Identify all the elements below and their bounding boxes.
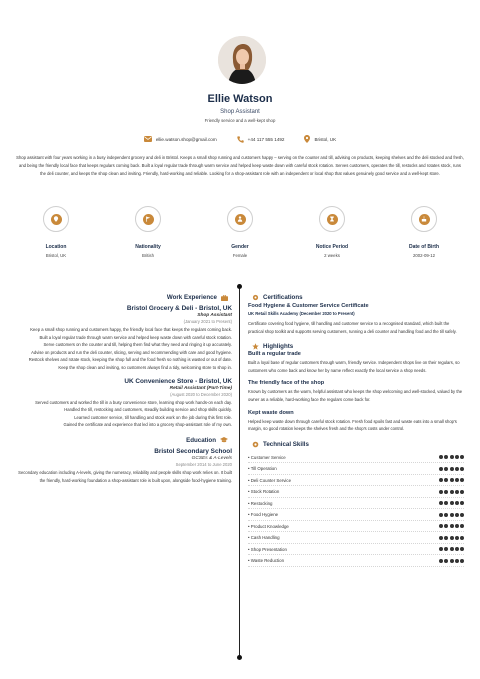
person-icon xyxy=(237,216,243,222)
candidate-name: Ellie Watson xyxy=(207,93,273,105)
rating-dot xyxy=(444,501,448,505)
rating-dot xyxy=(450,513,454,517)
rating-dot xyxy=(460,490,464,494)
section-certifications: Certifications xyxy=(248,294,464,301)
rating-dot xyxy=(439,478,443,482)
rating-dot xyxy=(460,467,464,471)
skill-rating xyxy=(438,490,464,494)
skill-name: • Till Operation xyxy=(248,466,277,471)
location-pin-icon xyxy=(53,216,59,222)
rating-dot xyxy=(460,559,464,563)
rating-dot xyxy=(439,501,443,505)
avatar-portrait xyxy=(218,36,266,84)
rating-dot xyxy=(450,547,454,551)
skill-name: • Deli Counter Service xyxy=(248,478,291,483)
skill-rating xyxy=(438,467,464,471)
contact-location xyxy=(304,135,336,143)
rating-dot xyxy=(455,467,459,471)
job-duties: Served customers and worked the till in a busy convenience store, learning shop work hands-on each day. Handled the till, restocking and customers, steadily building service and shop skills quickly. Learned customer service, till handling and stock work on the job during this first role. Gained the certificate and experience that led into a grocery shop-assistant role of my own. xyxy=(35,399,232,428)
skill-rating xyxy=(438,559,464,563)
skill-rating xyxy=(438,501,464,505)
skill-rating xyxy=(438,547,464,551)
contact-email-text: ellie.watson.shop@gmail.com xyxy=(155,136,217,142)
rating-dot xyxy=(460,501,464,505)
rating-dot xyxy=(444,524,448,528)
briefcase-icon xyxy=(221,295,228,301)
job-entry: UK Convenience Store - Bristol, UK Retail Assistant (Part-Time) (August 2020 to December 2020) Served customers and worked the till in a busy convenience store, learning shop work hands-on each day. Handled the till, restocking and customers, steadily building service and shop skills quickly. Learned customer service, till handling and stock work on the job during this first role. Gained the certificate and experience that led into a grocery shop-assistant role of my own. xyxy=(16,378,232,429)
rating-dot xyxy=(455,501,459,505)
highlight-item: The friendly face of the shop Known by customers as the warm, helpful assistant who keeps the shop welcoming and well-stocked, valued by the owner as a reliable, hard-working face the regulars come back for. xyxy=(248,380,463,402)
contact-phone-text: +44 117 555 1492 xyxy=(247,136,285,142)
skill-rating xyxy=(438,478,464,482)
rating-dot xyxy=(460,536,464,540)
skill-row xyxy=(248,486,464,498)
fact-location: Location Bristol, UK xyxy=(16,206,96,258)
section-technical-skills: Technical Skills xyxy=(248,441,464,448)
location-pin-icon xyxy=(304,135,310,143)
skills-list xyxy=(248,452,464,567)
rating-dot xyxy=(444,478,448,482)
rating-dot xyxy=(460,513,464,517)
rating-dot xyxy=(455,513,459,517)
cake-icon xyxy=(421,216,427,222)
section-education: Education xyxy=(16,437,232,444)
rating-dot xyxy=(444,547,448,551)
skill-name: • Customer Service xyxy=(248,455,286,460)
rating-dot xyxy=(450,467,454,471)
rating-dot xyxy=(450,524,454,528)
rating-dot xyxy=(455,547,459,551)
fact-notice-period: Notice Period 2 weeks xyxy=(292,206,372,258)
skill-row xyxy=(248,509,464,521)
contact-email[interactable] xyxy=(144,136,217,142)
skill-row xyxy=(248,475,464,487)
profile-summary: Shop assistant with four years working in a busy independent grocery and deli in Bristol. Keeps a small shop running and customers happy – serving on the counter and till, advising on products, keeping shelves and the deli stocked and fresh, and being the friendly local face that keeps regulars coming back. Built a loyal regular trade through warm service and helped keep waste down with careful stock rotation. Serves customers, operates the till, restocks and rotates stock, runs the deli counter, and keeps the shop clean and inviting. Friendly, hard-working and reliable. Looking for a shop-assistant role with an independent or local shop that values genuinely good service and a well-kept store. xyxy=(16,155,464,176)
section-highlights: Highlights xyxy=(248,343,464,350)
job-entry: Bristol Grocery & Deli - Bristol, UK Shop Assistant (January 2021 to Present) Keep a small shop running and customers happy, the friendly local face that keeps the regulars coming back. Built a loyal regular trade through warm service and helped keep waste down with careful stock rotation. Serve customers on the counter and till, helping them find what they need and ringing it up accurately. Advise on products and run the deli counter, slicing, serving and recommending with care and good hygiene. Restock shelves and rotate stock, keeping the shop full and the food fresh so nothing is wasted or out of date. Keep the shop clean and inviting, so customers always find a tidy, welcoming store to shop in. xyxy=(16,305,232,372)
fact-date-of-birth: Date of Birth 2002-09-12 xyxy=(384,206,464,258)
rating-dot xyxy=(444,467,448,471)
candidate-role: Shop Assistant xyxy=(220,109,260,115)
rating-dot xyxy=(439,536,443,540)
rating-dot xyxy=(439,559,443,563)
rating-dot xyxy=(450,536,454,540)
skill-row xyxy=(248,452,464,464)
gear-icon xyxy=(252,441,259,448)
rating-dot xyxy=(444,490,448,494)
graduation-cap-icon xyxy=(220,437,228,443)
highlight-item: Built a regular trade Built a loyal base of regular customers through warm, friendly service. Independent shops live on their regulars, so customers who come back and know her by name reflect exactly the local service a shop needs. xyxy=(248,351,460,373)
skill-name: • Stock Rotation xyxy=(248,489,279,494)
hourglass-icon xyxy=(329,216,335,222)
envelope-icon xyxy=(144,136,152,142)
skill-row xyxy=(248,498,464,510)
rating-dot xyxy=(455,478,459,482)
gear-badge-icon xyxy=(252,294,259,301)
skill-name: • Shop Presentation xyxy=(248,547,287,552)
skill-row xyxy=(248,463,464,475)
rating-dot xyxy=(460,455,464,459)
rating-dot xyxy=(439,455,443,459)
skill-row xyxy=(248,521,464,533)
rating-dot xyxy=(444,513,448,517)
rating-dot xyxy=(455,490,459,494)
rating-dot xyxy=(439,547,443,551)
avatar xyxy=(218,36,266,84)
rating-dot xyxy=(444,559,448,563)
skill-name: • Cash Handling xyxy=(248,535,280,540)
skill-name: • Product Knowledge xyxy=(248,524,289,529)
rating-dot xyxy=(444,536,448,540)
left-column: Work Experience Bristol Grocery & Deli - Bristol, UK Shop Assistant (January 2021 to Present) Keep a small shop running and customers happy, the friendly local face that keeps the regulars coming back. Built a loyal regular trade through warm service and helped keep waste down with careful stock rotation. Serve customers on the counter and till, helping them find what they need and ringing it up accurately. Advise on products and run the deli counter, slicing, serving and recommending with care and good hygiene. Restock shelves and rotate stock, keeping the shop full and the food fresh so nothing is wasted or out of date. Keep the shop clean and inviting, so customers always find a tidy, welcoming store to shop in. UK Convenience Store - Bristol, UK Retail Assistant (Part-Time) (August 2020 to December 2020) Served customers and worked the till in a busy convenience store, learning shop work hands-on each day. Handled the till, restocking and customers, steadily building service and shop skills quickly. Learned customer service, till handling and stock work on the job during this first role. Gained the certificate and experience that led into a grocery shop-assistant role of my own. Education Bristol Secondary School GCSEs & A-Levels September 2014 to June 2020 Secondary education including A-levels, giving the numeracy, reliability and people skills shop work relies on. It built the friendly, hard-working foundation a shop-assistant role is built upon, alongside food-hygiene training. xyxy=(16,294,232,484)
skill-rating xyxy=(438,455,464,459)
timeline-dot-top xyxy=(237,284,242,289)
rating-dot xyxy=(455,455,459,459)
rating-dot xyxy=(439,513,443,517)
skill-row xyxy=(248,555,464,567)
skill-name: • Food Hygiene xyxy=(248,512,278,517)
rating-dot xyxy=(455,536,459,540)
rating-dot xyxy=(450,501,454,505)
rating-dot xyxy=(450,490,454,494)
star-icon xyxy=(252,343,259,350)
skill-row xyxy=(248,544,464,556)
rating-dot xyxy=(460,547,464,551)
contact-bar xyxy=(0,135,480,143)
contact-phone[interactable] xyxy=(237,136,285,143)
skill-rating xyxy=(438,513,464,517)
candidate-tagline: Friendly service and a well-kept shop xyxy=(204,118,276,123)
skill-name: • Restocking xyxy=(248,501,273,506)
rating-dot xyxy=(450,455,454,459)
rating-dot xyxy=(439,467,443,471)
personal-facts xyxy=(0,206,480,266)
rating-dot xyxy=(444,455,448,459)
rating-dot xyxy=(460,524,464,528)
skill-row xyxy=(248,532,464,544)
timeline-line xyxy=(239,287,240,657)
rating-dot xyxy=(439,524,443,528)
phone-icon xyxy=(237,136,244,143)
right-column: Certifications Food Hygiene & Customer Service Certificate UK Retail Skills Academy (December 2020 to Present) Certificate covering food hygiene, till handling and customer service to a recognised standard, which built the practical shop toolkit and supports serving customers, running a deli counter and handling food and the till safely. Highlights Built a regular trade Built a loyal base of regular customers through warm, friendly service. Independent shops live on their regulars, so customers who come back and know her by name reflect exactly the local service a shop needs. The friendly face of the shop Known by customers as the warm, helpful assistant who keeps the shop welcoming and well-stocked, valued by the owner as a reliable, hard-working face the regulars come back for. Kept waste down Helped keep waste down through careful stock rotation. Fresh food spoils fast and waste eats into a small shop's margin, so good rotation keeps the shelves fresh and the shop's costs under control. Technical Skills • Customer Service • Till Operation • Deli Counter Service • Stock Rotation • Restocking • Food Hygiene • Product Knowledge • Cash Handling • Shop Presentation • Waste Reduction xyxy=(248,294,464,567)
fact-gender: Gender Female xyxy=(200,206,280,258)
skill-rating xyxy=(438,536,464,540)
rating-dot xyxy=(455,559,459,563)
rating-dot xyxy=(455,524,459,528)
rating-dot xyxy=(450,478,454,482)
timeline-dot-bottom xyxy=(237,655,242,660)
section-work-experience: Work Experience xyxy=(16,294,232,301)
rating-dot xyxy=(439,490,443,494)
contact-location-text: Bristol, UK xyxy=(314,136,337,142)
rating-dot xyxy=(450,559,454,563)
skill-name: • Waste Reduction xyxy=(248,558,284,563)
skill-rating xyxy=(438,524,464,528)
flag-icon xyxy=(145,216,151,222)
job-duties: Keep a small shop running and customers happy, the friendly local face that keeps the regulars coming back. Built a loyal regular trade through warm service and helped keep waste down with careful stock rotation. Serve customers on the counter and till, helping them find what they need and ringing it up accurately. Advise on products and run the deli counter, slicing, serving and recommending with care and good hygiene. Restock shelves and rotate stock, keeping the shop full and the food fresh so nothing is wasted or out of date. Keep the shop clean and inviting, so customers always find a tidy, welcoming store to shop in. xyxy=(28,327,232,370)
rating-dot xyxy=(460,478,464,482)
fact-nationality: Nationality British xyxy=(108,206,188,258)
highlight-item: Kept waste down Helped keep waste down through careful stock rotation. Fresh food spoils fast and waste eats into a small shop's margin, so good rotation keeps the shelves fresh and the shop's costs under control. xyxy=(248,409,457,432)
